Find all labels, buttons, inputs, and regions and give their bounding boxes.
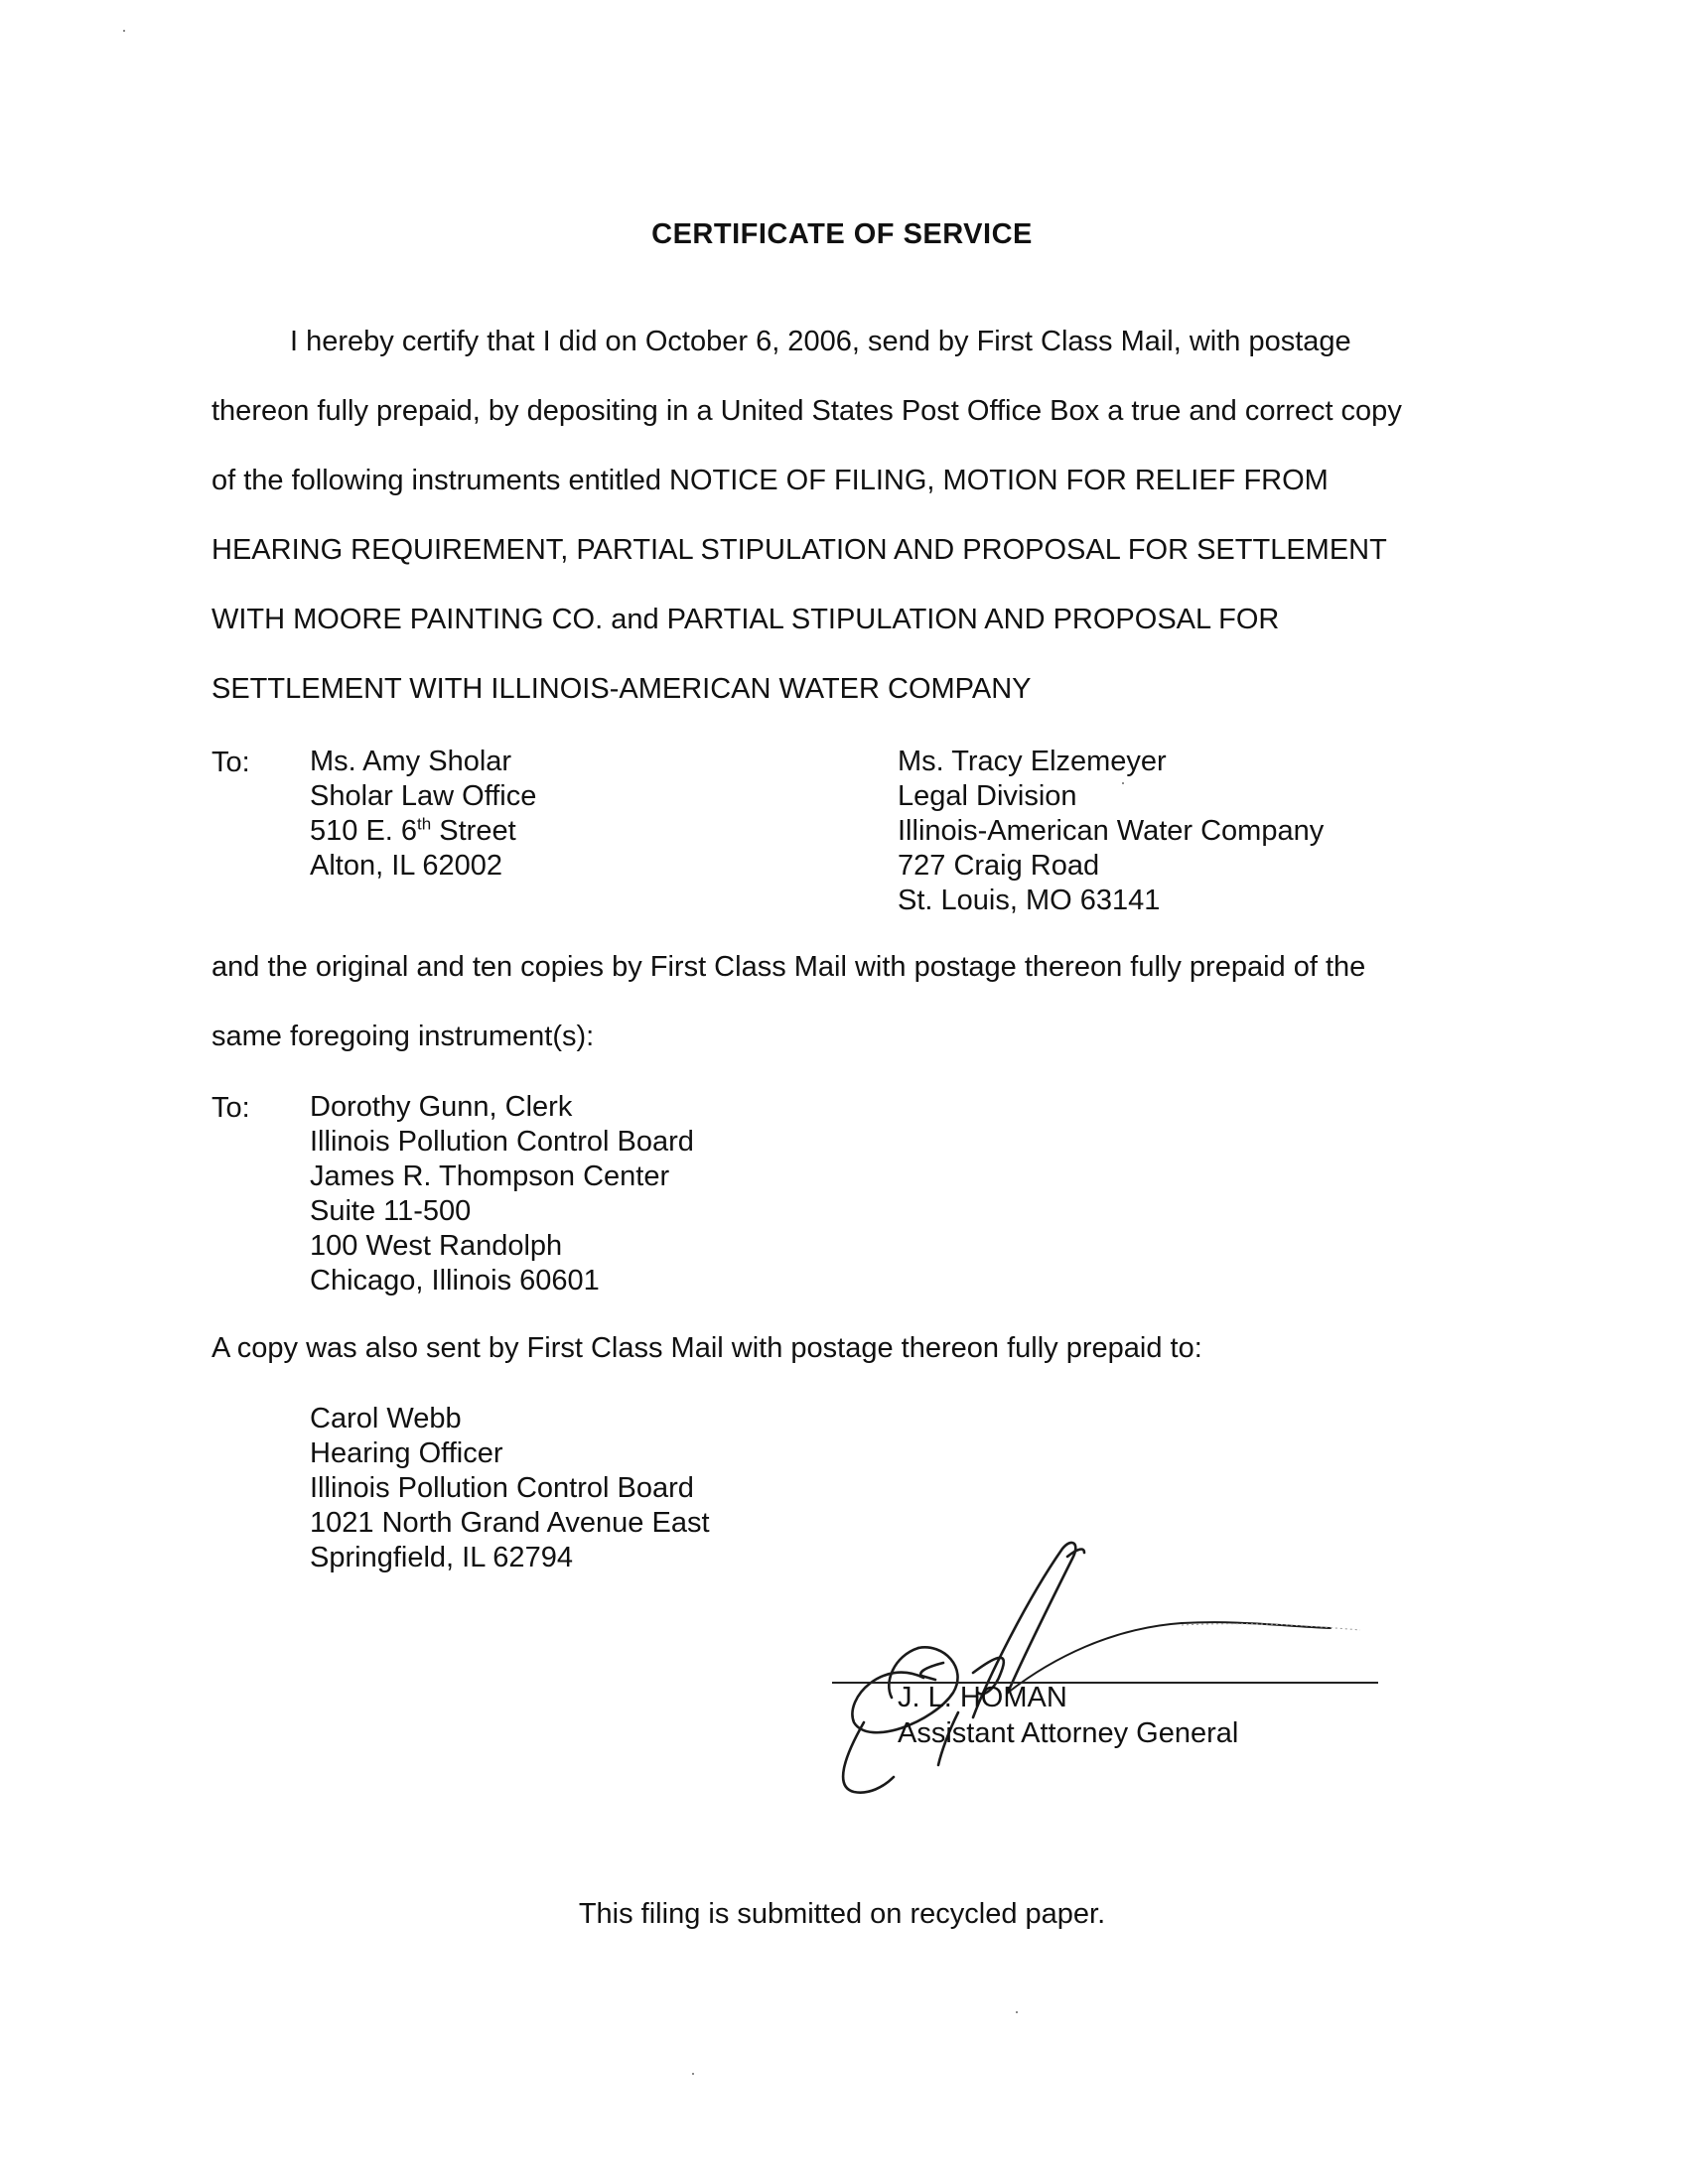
to-label-2: To: [211, 1092, 250, 1124]
recipient2-line-1: Ms. Tracy Elzemeyer [898, 746, 1167, 777]
paragraph3: A copy was also sent by First Class Mail with postage thereon fully prepaid to: [211, 1332, 1202, 1364]
scan-speck [123, 30, 125, 32]
paragraph1-line-2: thereon fully prepaid, by depositing in a United States Post Office Box a true and correct copy [211, 395, 1402, 427]
recipient2-line-5: St. Louis, MO 63141 [898, 885, 1161, 916]
scan-speck [692, 2073, 694, 2075]
recipient3-line-2: Illinois Pollution Control Board [310, 1126, 694, 1158]
recipient1-street: 510 E. 6th Street [310, 814, 516, 847]
document-title: CERTIFICATE OF SERVICE [651, 218, 1033, 250]
recipient-address-4 [310, 1402, 710, 1575]
paragraph1-line-4: HEARING REQUIREMENT, PARTIAL STIPULATION AND PROPOSAL FOR SETTLEMENT [211, 534, 1387, 566]
footer-note: This filing is submitted on recycled paper. [578, 1898, 1106, 1930]
scan-speck [1016, 2011, 1018, 2013]
recipient1-office: Sholar Law Office [310, 780, 537, 812]
recipient4-line-2: Hearing Officer [310, 1437, 503, 1469]
recipient1-name: Ms. Amy Sholar [310, 746, 512, 777]
recipient3-line-6: Chicago, Illinois 60601 [310, 1265, 600, 1297]
to-label-1: To: [211, 747, 250, 778]
recipient4-line-5: Springfield, IL 62794 [310, 1542, 573, 1573]
recipient-address-3 [310, 1090, 694, 1298]
recipient2-line-2: Legal Division [898, 780, 1077, 812]
recipient1-city: Alton, IL 62002 [310, 850, 503, 882]
recipient3-line-4: Suite 11-500 [310, 1195, 472, 1227]
handwritten-signature [824, 1509, 1380, 1797]
signer-name: J. L. HOMAN [898, 1682, 1067, 1713]
recipient2-line-3: Illinois-American Water Company [898, 815, 1325, 847]
recipient4-line-4: 1021 North Grand Avenue East [310, 1507, 710, 1539]
recipient3-line-3: James R. Thompson Center [310, 1160, 670, 1192]
recipient2-line-4: 727 Craig Road [898, 850, 1100, 882]
paragraph1-line-3: of the following instruments entitled NOTICE OF FILING, MOTION FOR RELIEF FROM [211, 465, 1329, 496]
recipient3-line-1: Dorothy Gunn, Clerk [310, 1091, 573, 1123]
signer-title: Assistant Attorney General [898, 1717, 1239, 1749]
paragraph2-line-2: same foregoing instrument(s): [211, 1021, 595, 1052]
scan-speck [1122, 782, 1124, 784]
paragraph1-line-6: SETTLEMENT WITH ILLINOIS-AMERICAN WATER COMPANY [211, 673, 1032, 705]
paragraph1-line-5: WITH MOORE PAINTING CO. and PARTIAL STIPULATION AND PROPOSAL FOR [211, 604, 1280, 635]
recipient3-line-5: 100 West Randolph [310, 1230, 563, 1262]
recipient4-line-3: Illinois Pollution Control Board [310, 1472, 694, 1504]
recipient-address-2 [898, 745, 1324, 918]
paragraph2-line-1: and the original and ten copies by First Class Mail with postage thereon fully prepaid of the [211, 951, 1366, 983]
recipient4-line-1: Carol Webb [310, 1403, 462, 1434]
recipient-address-1 [310, 745, 536, 884]
paragraph1-line-1: I hereby certify that I did on October 6, 2006, send by First Class Mail, with postage [290, 326, 1351, 357]
